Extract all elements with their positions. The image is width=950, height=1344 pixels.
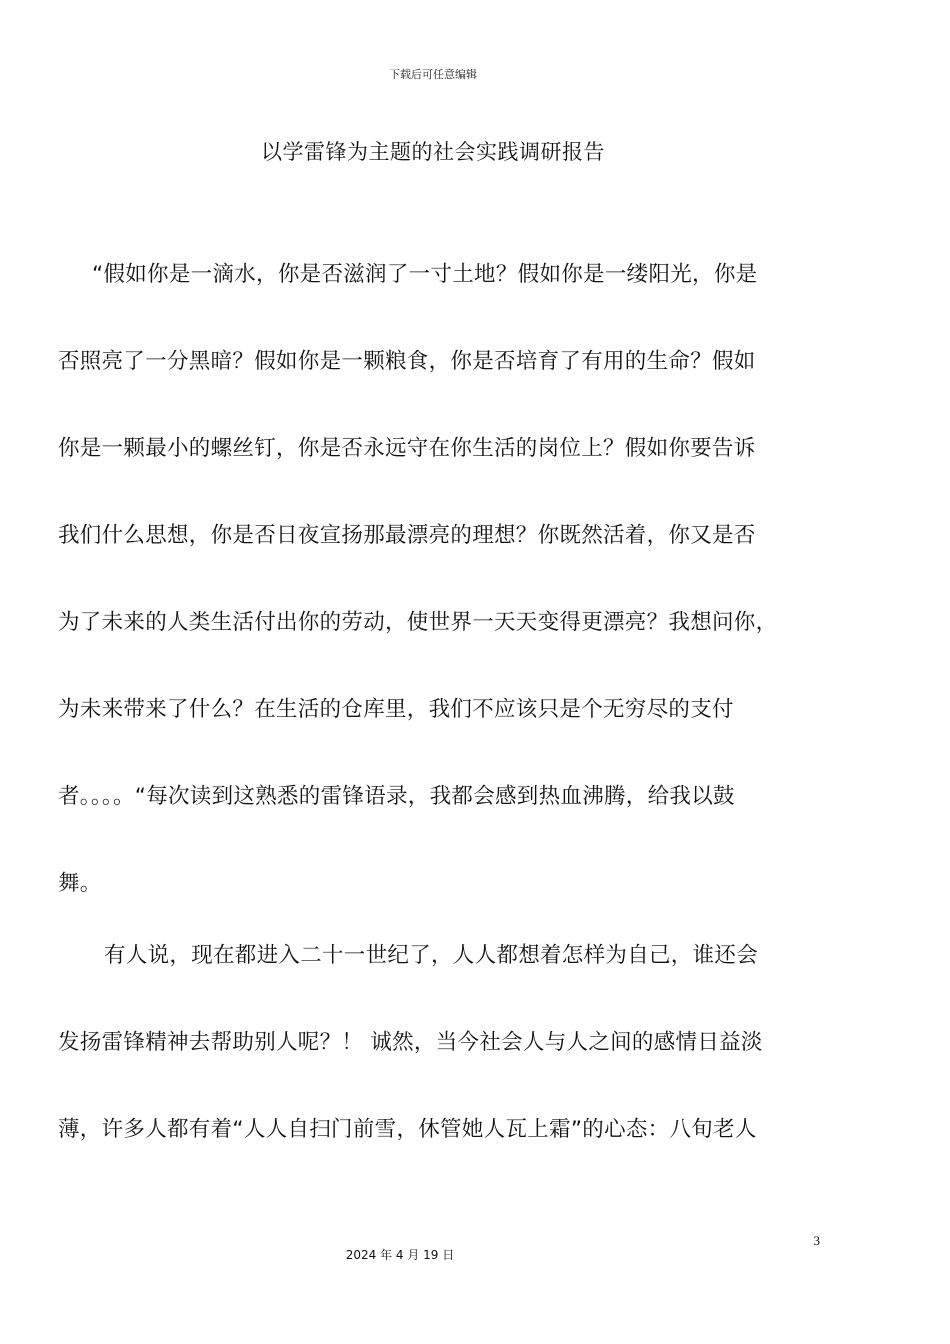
paragraph-line: 为了未来的人类生活付出你的劳动，使世界一天天变得更漂亮？我想问你， [58, 610, 778, 635]
header-note: 下载后可任意编辑 [389, 68, 477, 81]
paragraph-line: 薄，许多人都有着“人人自扫门前雪，休管她人瓦上霜”的心态：八旬老人 [58, 1117, 757, 1142]
paragraph-line: 发扬雷锋精神去帮助别人呢？！ 诚然，当今社会人与人之间的感情日益淡 [58, 1030, 763, 1055]
paragraph-line: 你是一颗最小的螺丝钉，你是否永远守在你生活的岗位上？假如你要告诉 [58, 436, 756, 461]
document-title: 以学雷锋为主题的社会实践调研报告 [261, 140, 605, 164]
paragraph-line: 舞。 [58, 871, 102, 896]
paragraph-line: 否照亮了一分黑暗？假如你是一颗粮食，你是否培育了有用的生命？假如 [58, 349, 756, 374]
paragraph-line: 者。。。。“每次读到这熟悉的雷锋语录，我都会感到热血沸腾，给我以鼓 [58, 784, 735, 809]
paragraph-line: 有人说，现在都进入二十一世纪了，人人都想着怎样为自己，谁还会 [104, 943, 759, 968]
paragraph-line: 为未来带来了什么？在生活的仓库里，我们不应该只是个无穷尽的支付 [58, 697, 734, 722]
page-number: 3 [813, 1233, 820, 1248]
paragraph-line: “假如你是一滴水，你是否滋润了一寸土地？假如你是一缕阳光，你是 [92, 262, 758, 287]
footer-date: 2024 年 4 月 19 日 [345, 1248, 455, 1262]
paragraph-line: 我们什么思想，你是否日夜宣扬那最漂亮的理想？你既然活着，你又是否 [58, 523, 756, 548]
